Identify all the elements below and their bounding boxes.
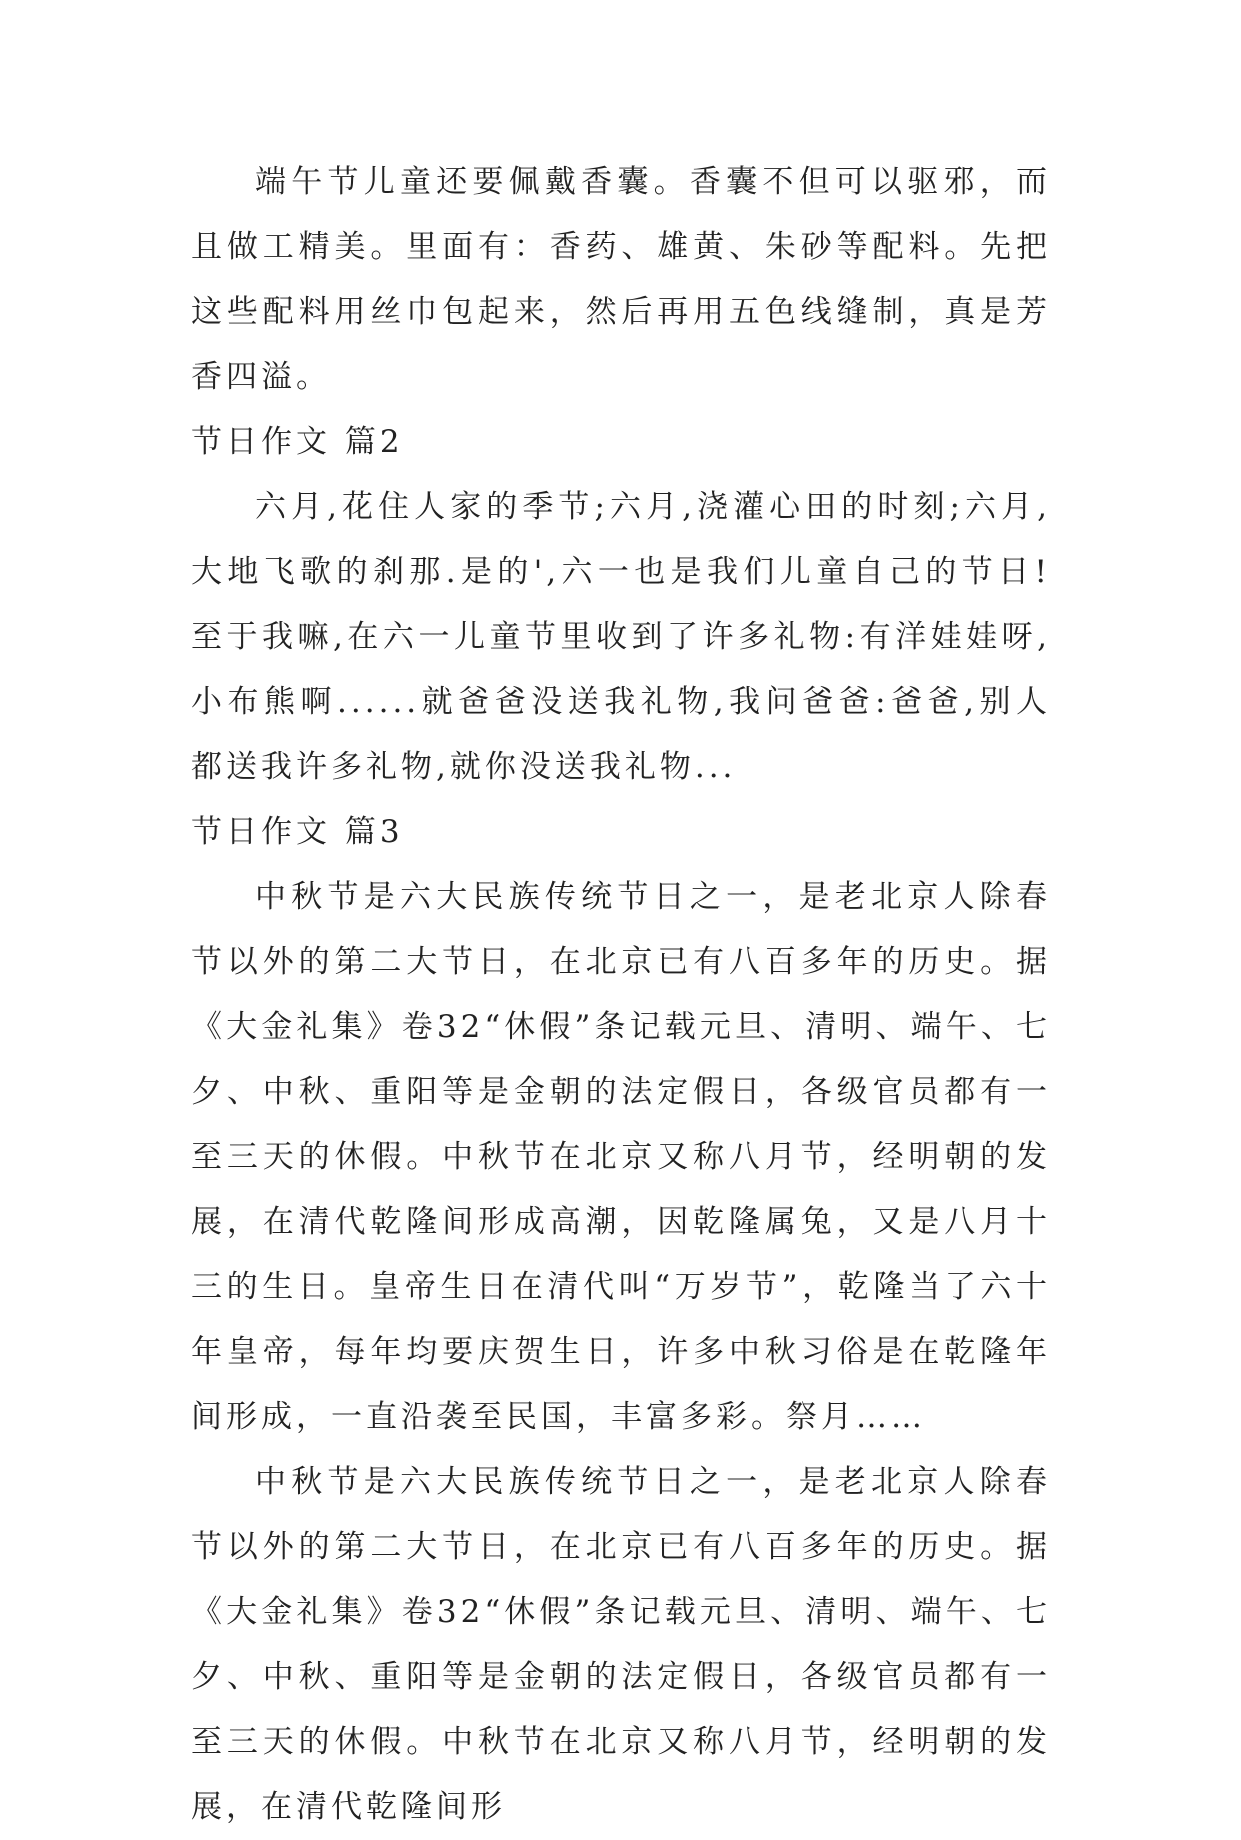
paragraph-dragon-boat-sachet: 端午节儿童还要佩戴香囊。香囊不但可以驱邪，而且做工精美。里面有：香药、雄黄、朱砂等配料。先把这些配料用丝巾包起来，然后再用五色线缝制，真是芳香四溢。	[191, 164, 1051, 395]
section-heading-essay-3: 节日作文 篇3	[191, 814, 404, 850]
paragraph-mid-autumn-1: 中秋节是六大民族传统节日之一，是老北京人除春节以外的第二大节日，在北京已有八百多年的历史。据《大金礼集》卷32“休假”条记载元旦、清明、端午、七夕、中秋、重阳等是金朝的法定假日，各级官员都有一至三天的休假。中秋节在北京又称八月节，经明朝的发展，在清代乾隆间形成高潮，因乾隆属兔，又是八月十三的生日。皇帝生日在清代叫“万岁节”，乾隆当了六十年皇帝，每年均要庆贺生日，许多中秋习俗是在乾隆年间形成，一直沿袭至民国，丰富多彩。祭月……	[191, 879, 1051, 1435]
section-heading-essay-2: 节日作文 篇2	[191, 424, 404, 460]
document-body	[191, 150, 1051, 1840]
paragraph-june-childrens-day: 六月,花住人家的季节;六月,浇灌心田的时刻;六月,大地飞歌的刹那.是的',六一也是我们儿童自己的节日! 至于我嘛,在六一儿童节里收到了许多礼物:有洋娃娃呀,小布熊啊......就爸爸没送我礼物,我问爸爸:爸爸,别人都送我许多礼物,就你没送我礼物...	[191, 489, 1051, 785]
paragraph-mid-autumn-2: 中秋节是六大民族传统节日之一，是老北京人除春节以外的第二大节日，在北京已有八百多年的历史。据《大金礼集》卷32“休假”条记载元旦、清明、端午、七夕、中秋、重阳等是金朝的法定假日，各级官员都有一至三天的休假。中秋节在北京又称八月节，经明朝的发展，在清代乾隆间形	[191, 1464, 1051, 1825]
